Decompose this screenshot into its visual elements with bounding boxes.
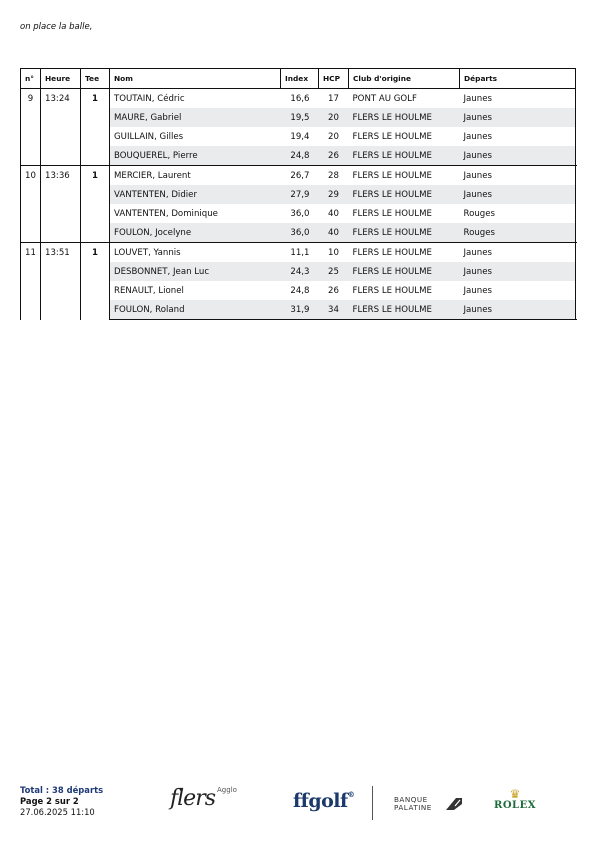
player-hcp: 20 [319,108,349,127]
logo-divider [372,786,373,820]
player-index: 24,8 [290,285,310,296]
ffgolf-logo-mark: ® [347,790,355,799]
player-depart: Jaunes [460,89,576,109]
player-club: FLERS LE HOULME [349,223,460,243]
player-index: 27,9 [281,185,319,204]
player-name: GUILLAIN, Gilles [114,131,184,142]
player-depart: Jaunes [460,108,576,127]
intro-note: on place la balle, [20,22,93,32]
banque-palatine-logo [394,796,432,812]
table-row [21,89,576,109]
table-row [21,166,576,186]
player-club: FLERS LE HOULME [352,285,432,296]
player-index: 31,9 [281,300,319,320]
col-header-tee: Tee [81,69,110,89]
group-tee: 1 [81,89,110,166]
player-club: FLERS LE HOULME [349,300,460,320]
col-header-departs: Départs [460,69,576,89]
player-hcp: 28 [319,166,349,186]
player-club: PONT AU GOLF [349,89,460,109]
print-datetime: 27.06.2025 11:10 [20,807,95,817]
rolex-crown-icon: ♛ [509,787,521,801]
player-club: FLERS LE HOULME [352,208,432,219]
rolex-logo-text: ROLEX [494,800,536,811]
player-hcp: 29 [319,185,349,204]
col-header-club: Club d'origine [349,69,460,89]
group-tee: 1 [81,166,110,243]
player-index: 26,7 [281,166,319,186]
palatine-line1: BANQUE [394,795,428,804]
player-hcp: 10 [319,243,349,263]
flers-logo-sup: Agglo [217,786,237,794]
col-header-nom: Nom [110,69,281,89]
rolex-logo [490,788,540,811]
player-hcp: 25 [319,262,349,281]
ffgolf-logo [293,790,354,812]
ffgolf-logo-text: ffgolf [293,790,348,812]
player-depart: Jaunes [460,146,576,166]
player-club: FLERS LE HOULME [352,131,432,142]
player-index: 24,8 [281,146,319,166]
footer-info [20,785,103,818]
player-name: TOUTAIN, Cédric [110,89,281,109]
player-name: MAURE, Gabriel [110,108,281,127]
player-club: FLERS LE HOULME [349,185,460,204]
player-index: 11,1 [281,243,319,263]
table-header [21,69,576,89]
col-header-hcp: HCP [319,69,349,89]
player-depart: Jaunes [460,243,576,263]
player-depart: Jaunes [460,185,576,204]
player-name: FOULON, Roland [110,300,281,320]
player-depart: Jaunes [460,300,576,320]
table-body [21,89,576,320]
player-index: 36,0 [290,208,310,219]
player-index: 19,5 [281,108,319,127]
page-number: Page 2 sur 2 [20,796,79,806]
player-index: 24,3 [281,262,319,281]
group-number: 11 [21,243,41,320]
total-departs: Total : 38 départs [20,785,104,795]
col-header-index: Index [281,69,319,89]
flers-agglo-logo [170,786,237,811]
player-club: FLERS LE HOULME [349,166,460,186]
palatine-mark-icon [444,796,464,812]
player-hcp: 40 [319,223,349,243]
col-header-no: n° [21,69,41,89]
group-tee: 1 [81,243,110,320]
player-club: FLERS LE HOULME [349,146,460,166]
player-hcp: 40 [328,208,339,219]
player-depart: Rouges [463,208,496,219]
player-hcp: 20 [328,131,339,142]
flers-logo-text: flers [170,786,216,811]
group-time: 13:36 [41,166,81,243]
player-depart: Jaunes [463,131,492,142]
group-time: 13:51 [41,243,81,320]
palatine-line2: PALATINE [394,803,432,812]
player-hcp: 34 [319,300,349,320]
player-name: LOUVET, Yannis [110,243,281,263]
player-hcp: 17 [319,89,349,109]
player-name: FOULON, Jocelyne [110,223,281,243]
player-club: FLERS LE HOULME [349,262,460,281]
player-name: VANTENTEN, Didier [110,185,281,204]
col-header-heure: Heure [41,69,81,89]
player-name: VANTENTEN, Dominique [114,208,218,219]
group-number: 10 [21,166,41,243]
player-depart: Jaunes [460,262,576,281]
player-hcp: 26 [319,146,349,166]
player-name: DESBONNET, Jean Luc [110,262,281,281]
player-depart: Jaunes [460,166,576,186]
tee-times-table [20,68,576,320]
player-index: 19,4 [290,131,310,142]
player-index: 16,6 [281,89,319,109]
group-number: 9 [21,89,41,166]
player-depart: Rouges [460,223,576,243]
table-row [21,243,576,263]
player-name: RENAULT, Lionel [114,285,184,296]
player-index: 36,0 [281,223,319,243]
player-club: FLERS LE HOULME [349,108,460,127]
player-depart: Jaunes [463,285,492,296]
player-hcp: 26 [328,285,339,296]
player-name: BOUQUEREL, Pierre [110,146,281,166]
player-club: FLERS LE HOULME [349,243,460,263]
player-name: MERCIER, Laurent [110,166,281,186]
group-time: 13:24 [41,89,81,166]
